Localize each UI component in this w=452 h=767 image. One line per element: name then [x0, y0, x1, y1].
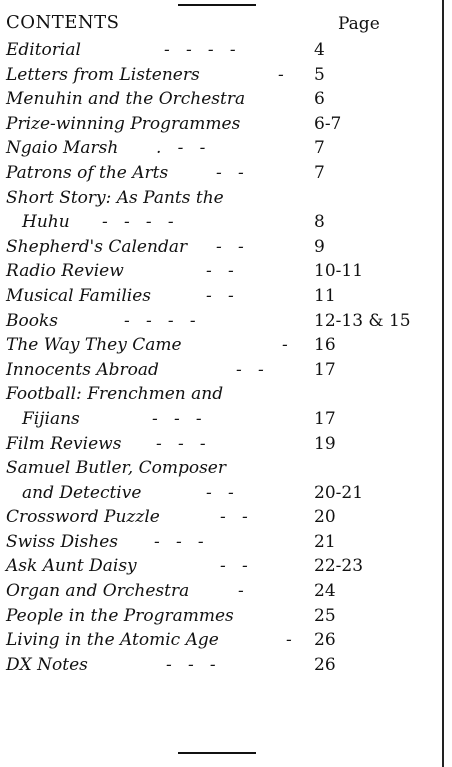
entry-leader: . - -: [156, 138, 206, 159]
entry-title: Fijians: [22, 408, 80, 429]
entry-page-number: 5: [314, 64, 325, 85]
entry-leader: - -: [220, 556, 248, 577]
contents-entry: [6, 530, 442, 555]
entry-leader: - - -: [152, 408, 202, 429]
entry-leader: - -: [206, 482, 234, 503]
entry-title: Swiss Dishes: [6, 531, 119, 552]
entry-leader: -: [286, 630, 292, 651]
contents-entry: [6, 259, 442, 284]
entry-title: The Way They Came: [6, 335, 182, 356]
top-rule: [178, 4, 256, 6]
entry-leader: - -: [216, 162, 244, 183]
entry-page-number: 6: [314, 89, 325, 110]
entry-leader: - -: [216, 236, 244, 257]
entry-leader: - - -: [154, 531, 204, 552]
entry-leader: - - - -: [102, 212, 174, 233]
entry-title: Film Reviews: [6, 433, 122, 454]
contents-entry: [6, 358, 442, 383]
entry-leader: - - - -: [124, 310, 196, 331]
entry-title: Ask Aunt Daisy: [6, 556, 137, 577]
entry-page-number: 22-23: [314, 556, 364, 577]
entry-page-number: 24: [314, 581, 336, 602]
entry-title: Patrons of the Arts: [6, 162, 169, 183]
entry-title: and Detective: [22, 482, 142, 503]
contents-entry: [6, 628, 442, 653]
entry-title: Shepherd's Calendar: [6, 236, 188, 257]
entry-leader: - -: [206, 261, 234, 282]
contents-header: [6, 12, 442, 38]
contents-entry: [6, 161, 442, 186]
contents-entry: [6, 38, 442, 63]
entry-title: Crossword Puzzle: [6, 507, 160, 528]
entry-page-number: 20-21: [314, 482, 364, 503]
contents-heading: CONTENTS: [6, 12, 120, 33]
contents-list: [6, 38, 442, 677]
contents-entry: [6, 481, 442, 506]
entry-title: Football: Frenchmen and: [6, 384, 224, 405]
entry-title: Letters from Listeners: [6, 64, 200, 85]
entry-leader: -: [282, 335, 288, 356]
entry-page-number: 25: [314, 605, 336, 626]
entry-page-number: 10-11: [314, 261, 364, 282]
contents-entry: [6, 579, 442, 604]
entry-leader: - - - -: [164, 40, 236, 60]
entry-title: Menuhin and the Orchestra: [6, 89, 246, 110]
contents-entry: [6, 210, 442, 235]
contents-entry: [6, 554, 442, 579]
entry-page-number: 11: [314, 285, 336, 306]
page-column-heading: Page: [338, 14, 380, 34]
contents-entry: [6, 87, 442, 112]
contents-entry: [6, 407, 442, 432]
entry-title: Musical Families: [6, 285, 152, 306]
entry-title: Short Story: As Pants the: [6, 187, 224, 208]
entry-page-number: 17: [314, 359, 336, 380]
entry-title: Samuel Butler, Composer: [6, 458, 226, 479]
entry-title: Ngaio Marsh: [6, 138, 119, 159]
entry-page-number: 9: [314, 236, 325, 257]
contents-entry: [6, 235, 442, 260]
entry-title: Editorial: [6, 40, 81, 60]
contents-entry: [6, 136, 442, 161]
entry-page-number: 17: [314, 408, 336, 429]
contents-entry: [6, 382, 442, 407]
contents-entry: [6, 284, 442, 309]
column-border: [442, 0, 444, 767]
entry-page-number: 8: [314, 212, 325, 233]
entry-page-number: 7: [314, 162, 325, 183]
entry-title: People in the Programmes: [6, 605, 234, 626]
entry-page-number: 19: [314, 433, 336, 454]
entry-leader: -: [278, 64, 284, 85]
bottom-rule: [178, 752, 256, 754]
entry-page-number: 20: [314, 507, 336, 528]
entry-page-number: 21: [314, 531, 336, 552]
entry-page-number: 16: [314, 335, 336, 356]
contents-entry: [6, 309, 442, 334]
entry-title: Prize-winning Programmes: [6, 113, 241, 134]
entry-page-number: 7: [314, 138, 325, 159]
entry-title: Radio Review: [6, 261, 124, 282]
contents-entry: [6, 186, 442, 211]
entry-leader: - - -: [156, 433, 206, 454]
entry-leader: - -: [206, 285, 234, 306]
contents-entry: [6, 505, 442, 530]
contents-entry: [6, 604, 442, 629]
entry-page-number: 26: [314, 654, 336, 675]
entry-page-number: 4: [314, 40, 325, 60]
contents-entry: [6, 333, 442, 358]
entry-leader: -: [238, 581, 244, 602]
entry-title: Books: [6, 310, 58, 331]
contents-entry: [6, 456, 442, 481]
contents-entry: [6, 653, 442, 678]
entry-leader: - -: [236, 359, 264, 380]
entry-page-number: 12-13 & 15: [314, 310, 411, 331]
contents-entry: [6, 432, 442, 457]
entry-title: Organ and Orchestra: [6, 581, 190, 602]
entry-leader: - - -: [166, 654, 216, 675]
contents-entry: [6, 112, 442, 137]
entry-title: Living in the Atomic Age: [6, 630, 219, 651]
entry-page-number: 26: [314, 630, 336, 651]
entry-title: Huhu: [22, 212, 70, 233]
entry-title: Innocents Abroad: [6, 359, 159, 380]
entry-title: DX Notes: [6, 654, 88, 675]
contents-entry: [6, 63, 442, 88]
entry-leader: - -: [220, 507, 248, 528]
entry-page-number: 6-7: [314, 113, 342, 134]
